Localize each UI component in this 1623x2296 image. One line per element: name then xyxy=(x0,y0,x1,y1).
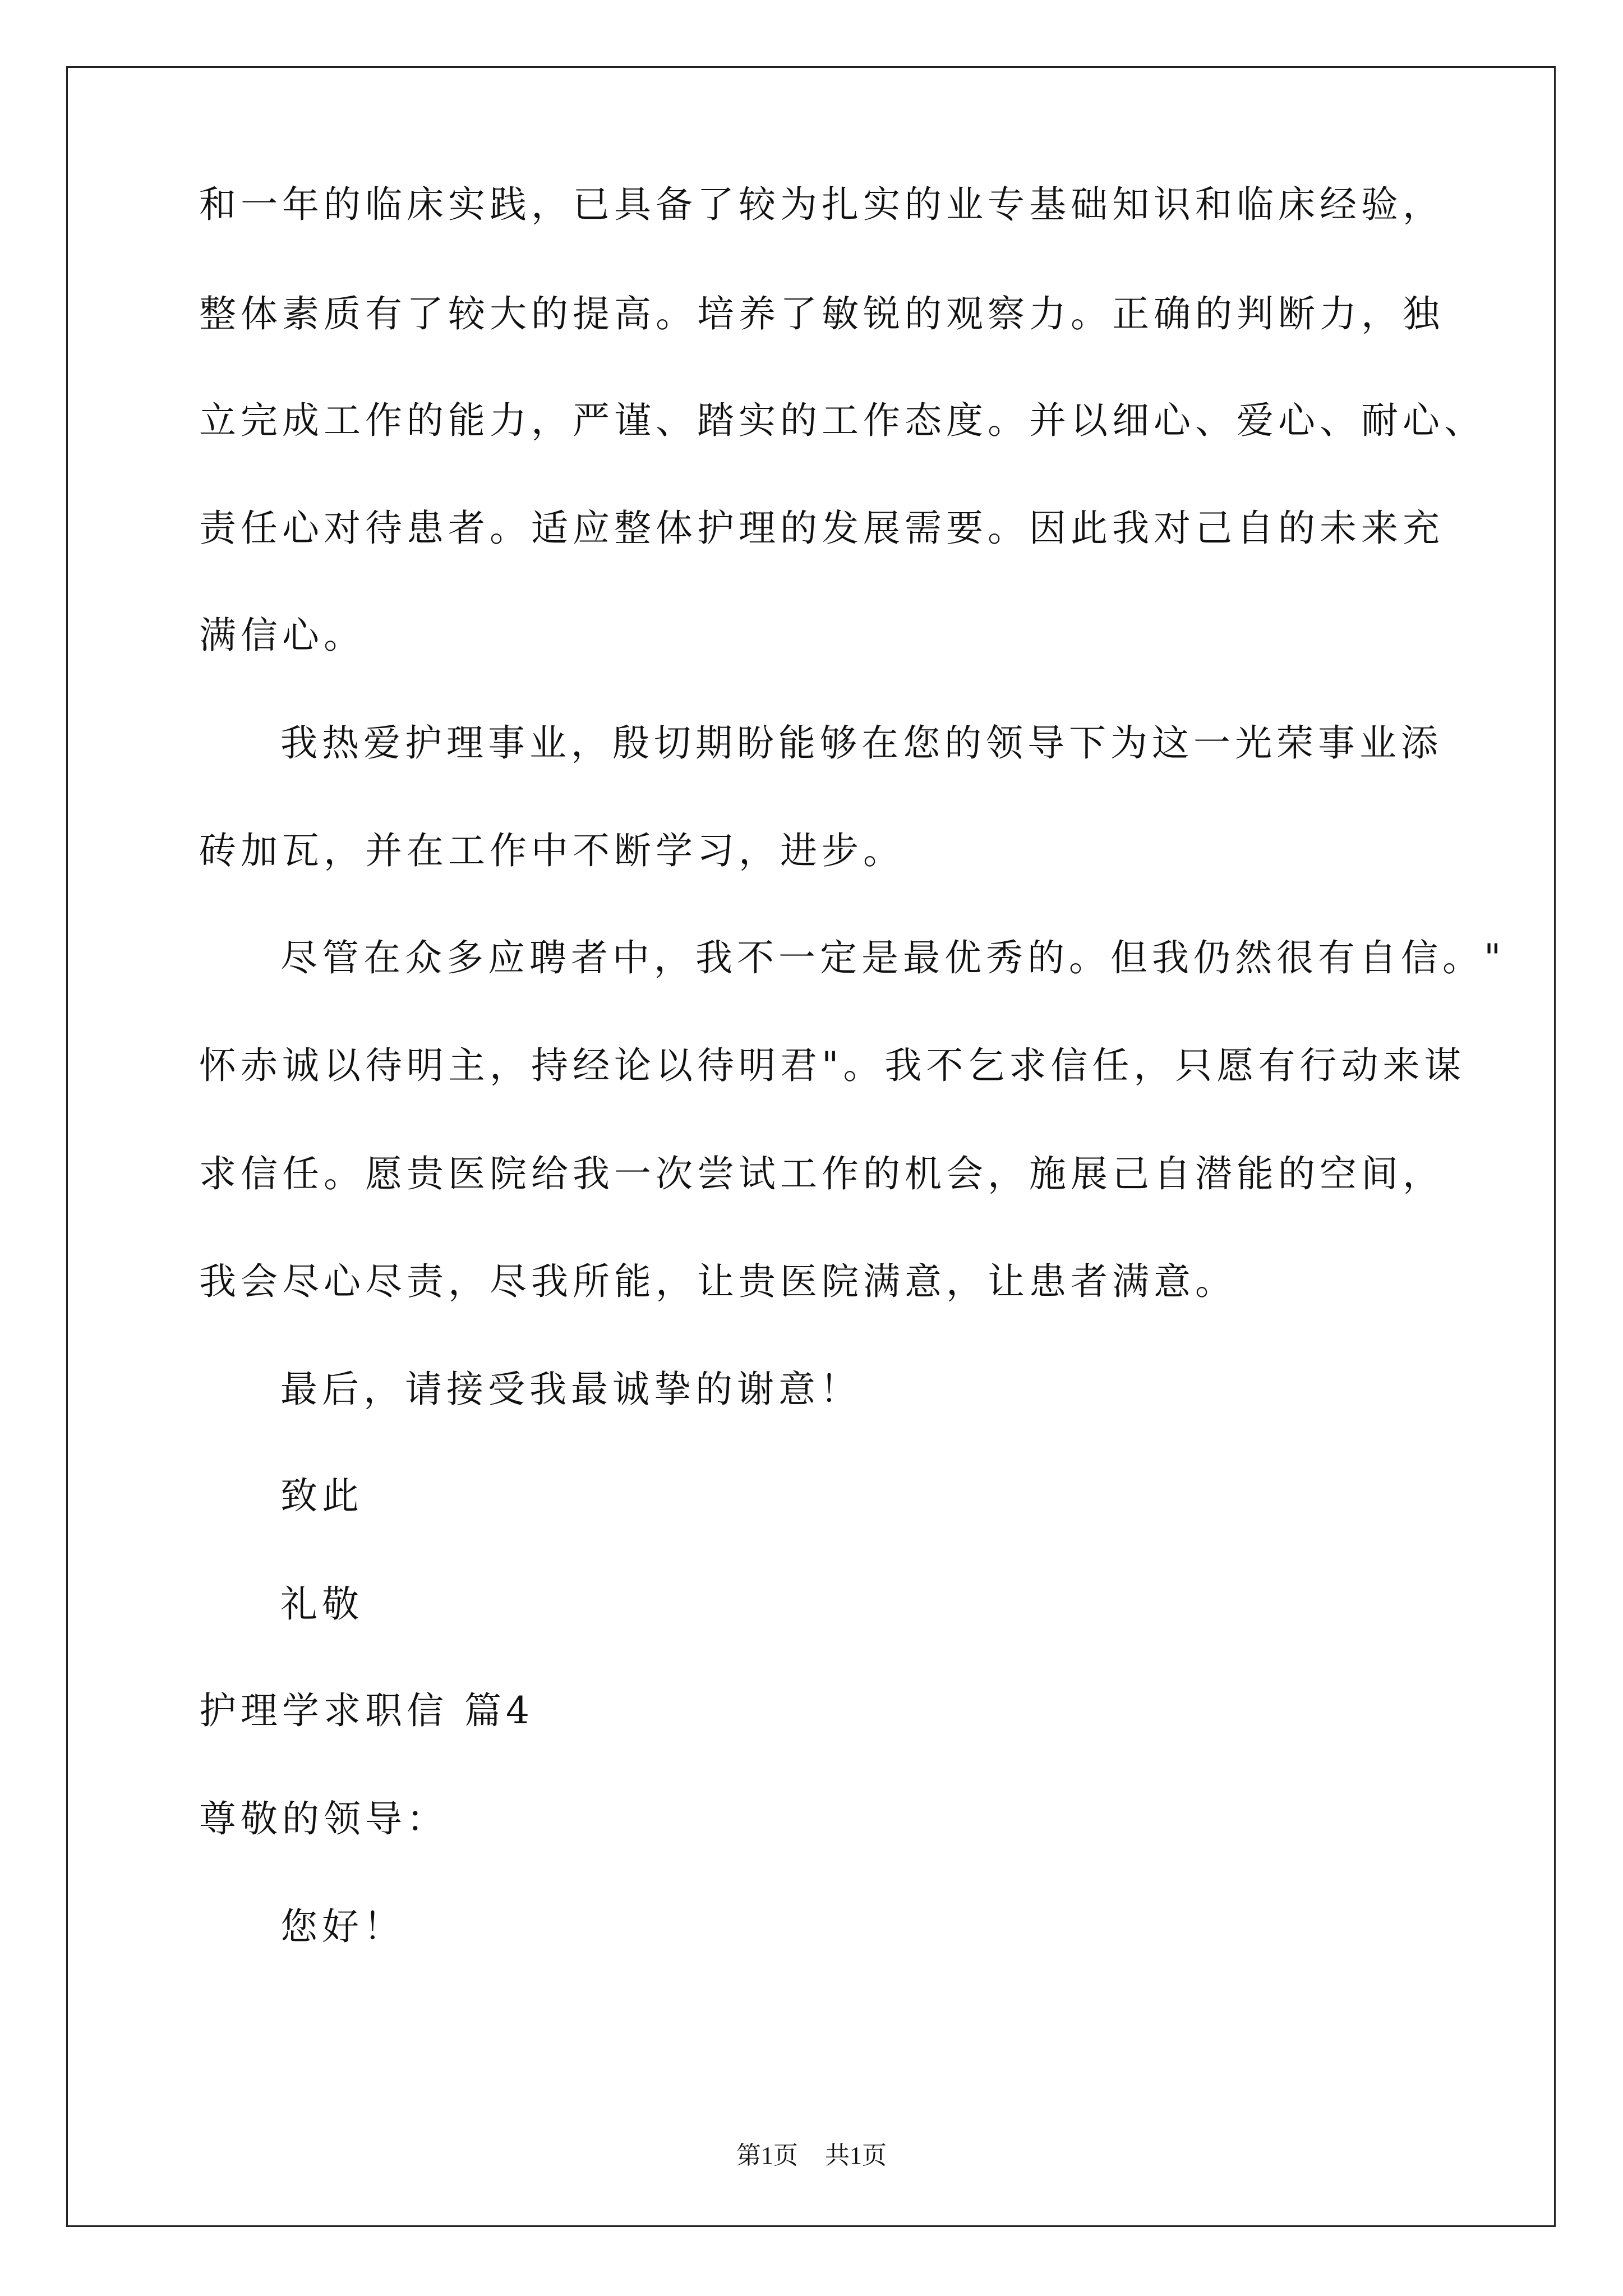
section-heading: 护理学求职信 篇4 xyxy=(199,1689,534,1732)
page-footer xyxy=(0,2140,1623,2171)
body-line: 责任心对待患者。适应整体护理的发展需要。因此我对己自的未来充 xyxy=(199,507,1444,550)
closing-regards: 礼敬 xyxy=(280,1582,363,1626)
page-number-total: 共1页 xyxy=(825,2142,887,2169)
body-line: 我会尽心尽责，尽我所能，让贵医院满意，让患者满意。 xyxy=(199,1260,1237,1303)
closing-salutation: 致此 xyxy=(280,1474,363,1517)
body-line: 我热爱护理事业，殷切期盼能够在您的领导下为这一光荣事业添 xyxy=(280,721,1442,765)
greeting-hello: 您好！ xyxy=(280,1905,405,1948)
body-line: 怀赤诚以待明主，持经论以待明君"。我不乞求信任，只愿有行动来谋 xyxy=(199,1044,1466,1087)
page-number-current: 第1页 xyxy=(736,2142,798,2169)
body-line: 和一年的临床实践，已具备了较为扎实的业专基础知识和临床经验， xyxy=(199,183,1444,226)
page-border xyxy=(66,66,1556,2227)
body-line: 砖加瓦，并在工作中不断学习，进步。 xyxy=(199,829,905,872)
body-line: 尽管在众多应聘者中，我不一定是最优秀的。但我仍然很有自信。" xyxy=(280,936,1506,979)
body-line: 求信任。愿贵医院给我一次尝试工作的机会，施展己自潜能的空间， xyxy=(199,1152,1444,1195)
closing-thanks: 最后，请接受我最诚挚的谢意！ xyxy=(280,1368,861,1411)
body-line: 立完成工作的能力，严谨、踏实的工作态度。并以细心、爱心、耐心、 xyxy=(199,399,1486,442)
body-line: 满信心。 xyxy=(199,614,365,657)
greeting-recipient: 尊敬的领导： xyxy=(199,1797,448,1841)
body-line: 整体素质有了较大的提高。培养了敏锐的观察力。正确的判断力，独 xyxy=(199,292,1444,335)
